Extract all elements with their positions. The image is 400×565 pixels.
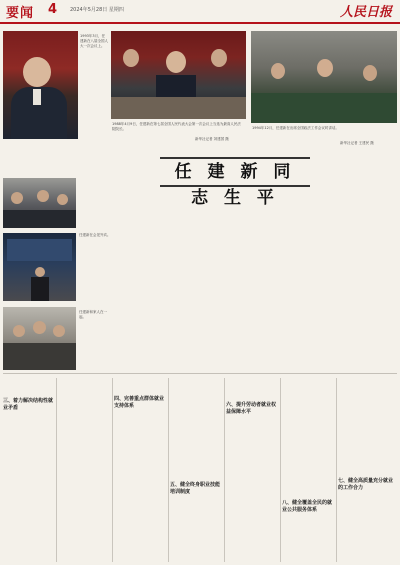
subheading-6: 六、提升劳动者就业权益保障水平: [226, 402, 277, 415]
col-divider-6: [336, 378, 337, 562]
photo-top-right: [251, 31, 397, 123]
col-divider-1: [56, 378, 57, 562]
photo-top-left: [3, 31, 78, 139]
caption-top-right: 1994年12月，任建新在出席全国政法工作会议时讲话。: [252, 126, 339, 130]
col-divider-5: [280, 378, 281, 562]
subheading-7: 七、健全高质量充分就业的工作合力: [338, 478, 394, 491]
headline: 任 建 新 同 志 生 平: [160, 157, 310, 187]
page-number: 4: [48, 2, 58, 17]
col-divider-3: [168, 378, 169, 562]
caption-top-left: 1993年3月，任建新在八届全国人大一次会议上。: [80, 34, 108, 48]
date-line: 2024年5月28日 星期四: [70, 7, 124, 13]
caption-top-center: 1988年4月9日，任建新在第七届全国人民代表大会第一次会议上当选为最高人民法院院长。: [112, 122, 241, 131]
subheading-5: 五、健全终身职业技能培训制度: [170, 482, 221, 495]
credit-top-right: 新华社记者 王建民 摄: [340, 141, 374, 145]
photo-left-2: [3, 233, 76, 301]
subheading-8: 八、健全覆盖全民的就业公共服务体系: [282, 500, 333, 513]
photo-top-center: [111, 31, 246, 119]
masthead-logo: 人民日报: [339, 5, 392, 20]
section-title: 要闻: [6, 6, 35, 21]
subheading-4: 四、完善重点群体就业支持体系: [114, 396, 165, 409]
photo-left-3: [3, 307, 76, 370]
divider-lower: [3, 373, 397, 374]
credit-top-center: 新华社记者 刘建国 摄: [195, 137, 229, 141]
col-divider-2: [112, 378, 113, 562]
caption-left-low: 任建新和家人在一起。: [79, 310, 107, 319]
subheading-3: 三、着力解决结构性就业矛盾: [3, 398, 54, 411]
col-divider-4: [224, 378, 225, 562]
caption-left-mid: 任建新在会见外宾。: [79, 233, 111, 237]
photo-left-1: [3, 178, 76, 228]
